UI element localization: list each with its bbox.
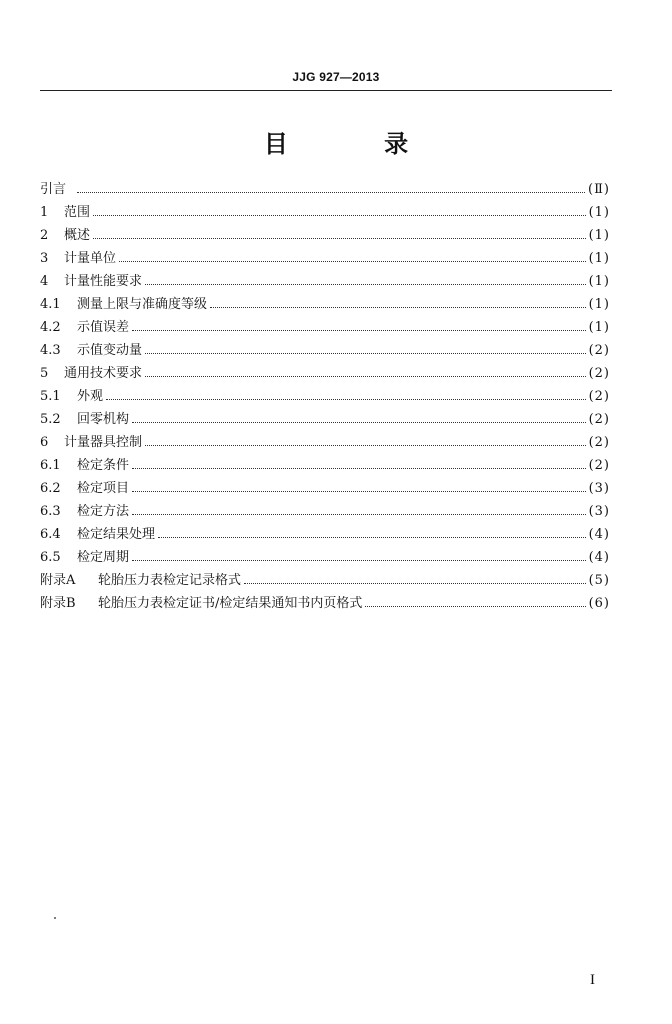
toc-leader-dots	[145, 353, 586, 354]
toc-entry	[40, 270, 610, 293]
toc-entry-page: (4)	[588, 550, 610, 565]
toc-entry-number: 6.2	[40, 481, 61, 496]
toc-leader-dots	[93, 215, 586, 216]
toc-entry	[40, 293, 610, 316]
toc-entry-page: (2)	[588, 458, 610, 473]
toc-entry	[40, 523, 610, 546]
toc-entry-title: 回零机构	[77, 412, 130, 427]
toc-entry	[40, 408, 610, 431]
toc-entry-page: (3)	[588, 504, 610, 519]
toc-entry-number: 4	[40, 274, 49, 289]
toc-entry-number: 4.2	[40, 320, 61, 335]
toc-entry	[40, 201, 610, 224]
page-number: I	[590, 972, 595, 988]
toc-entry-page: (2)	[588, 435, 610, 450]
toc-entry	[40, 477, 610, 500]
toc-entry-number: 4.3	[40, 343, 61, 358]
toc-leader-dots	[132, 468, 586, 469]
toc-entry-title: 示值误差	[77, 320, 130, 335]
toc-entry-title: 引言	[40, 182, 67, 197]
toc-entry-title: 计量性能要求	[64, 274, 143, 289]
toc-entry-number: 6.1	[40, 458, 61, 473]
header-rule	[40, 90, 612, 91]
table-of-contents	[40, 178, 610, 615]
toc-entry	[40, 500, 610, 523]
toc-entry-number: 附录B	[40, 596, 76, 611]
toc-entry-number: 1	[40, 205, 49, 220]
toc-entry	[40, 569, 610, 592]
toc-leader-dots	[365, 606, 585, 607]
toc-entry-number: 6.4	[40, 527, 61, 542]
toc-leader-dots	[132, 560, 586, 561]
toc-entry-title: 外观	[77, 389, 104, 404]
toc-entry-title: 通用技术要求	[64, 366, 143, 381]
toc-entry-page: (1)	[588, 251, 610, 266]
toc-entry	[40, 339, 610, 362]
toc-leader-dots	[119, 261, 586, 262]
page-title: 目 录	[263, 130, 453, 158]
toc-entry-title: 检定结果处理	[77, 527, 156, 542]
toc-entry	[40, 385, 610, 408]
toc-entry-number: 4.1	[40, 297, 61, 312]
toc-entry-title: 概述	[64, 228, 91, 243]
toc-entry	[40, 431, 610, 454]
toc-entry-number: 5	[40, 366, 49, 381]
toc-entry-page: (1)	[588, 228, 610, 243]
toc-leader-dots	[132, 491, 586, 492]
toc-entry-title: 检定项目	[77, 481, 130, 496]
toc-entry	[40, 546, 610, 569]
toc-leader-dots	[244, 583, 586, 584]
toc-entry	[40, 178, 610, 201]
toc-entry-page: (6)	[588, 596, 610, 611]
toc-leader-dots	[77, 192, 585, 193]
toc-leader-dots	[93, 238, 586, 239]
toc-leader-dots	[132, 330, 586, 331]
toc-leader-dots	[106, 399, 586, 400]
toc-entry-title: 范围	[64, 205, 91, 220]
toc-entry-page: (3)	[588, 481, 610, 496]
toc-leader-dots	[210, 307, 586, 308]
toc-entry	[40, 592, 610, 615]
toc-entry-page: (2)	[588, 366, 610, 381]
toc-leader-dots	[132, 514, 586, 515]
toc-entry-number: 2	[40, 228, 49, 243]
toc-entry-number: 5.1	[40, 389, 61, 404]
toc-entry-title: 测量上限与准确度等级	[77, 297, 208, 312]
toc-entry	[40, 362, 610, 385]
toc-entry-title: 轮胎压力表检定证书/检定结果通知书内页格式	[98, 596, 363, 611]
toc-entry-page: (2)	[588, 389, 610, 404]
toc-entry-page: (4)	[588, 527, 610, 542]
toc-entry-title: 轮胎压力表检定记录格式	[98, 573, 242, 588]
toc-entry-title: 示值变动量	[77, 343, 143, 358]
toc-entry-page: (Ⅱ)	[588, 182, 610, 197]
toc-leader-dots	[145, 445, 586, 446]
toc-entry-page: (5)	[588, 573, 610, 588]
toc-entry-page: (2)	[588, 412, 610, 427]
toc-entry-number: 6	[40, 435, 49, 450]
toc-entry-title: 计量器具控制	[64, 435, 143, 450]
toc-entry-number: 3	[40, 251, 49, 266]
toc-leader-dots	[158, 537, 586, 538]
toc-entry-page: (1)	[588, 205, 610, 220]
toc-entry-title: 检定周期	[77, 550, 130, 565]
toc-leader-dots	[145, 376, 586, 377]
toc-entry-title: 计量单位	[64, 251, 117, 266]
standard-code: JJG 927—2013	[292, 70, 380, 84]
toc-entry	[40, 224, 610, 247]
toc-entry-number: 附录A	[40, 573, 76, 588]
toc-entry-page: (1)	[588, 297, 610, 312]
toc-leader-dots	[132, 422, 586, 423]
toc-entry-number: 6.3	[40, 504, 61, 519]
toc-entry-number: 5.2	[40, 412, 61, 427]
toc-entry	[40, 454, 610, 477]
toc-entry-number: 6.5	[40, 550, 61, 565]
toc-entry-title: 检定条件	[77, 458, 130, 473]
toc-entry	[40, 247, 610, 270]
toc-leader-dots	[145, 284, 586, 285]
scan-speck	[54, 917, 56, 919]
toc-entry-page: (1)	[588, 320, 610, 335]
toc-entry	[40, 316, 610, 339]
toc-entry-page: (1)	[588, 274, 610, 289]
toc-entry-title: 检定方法	[77, 504, 130, 519]
toc-entry-page: (2)	[588, 343, 610, 358]
